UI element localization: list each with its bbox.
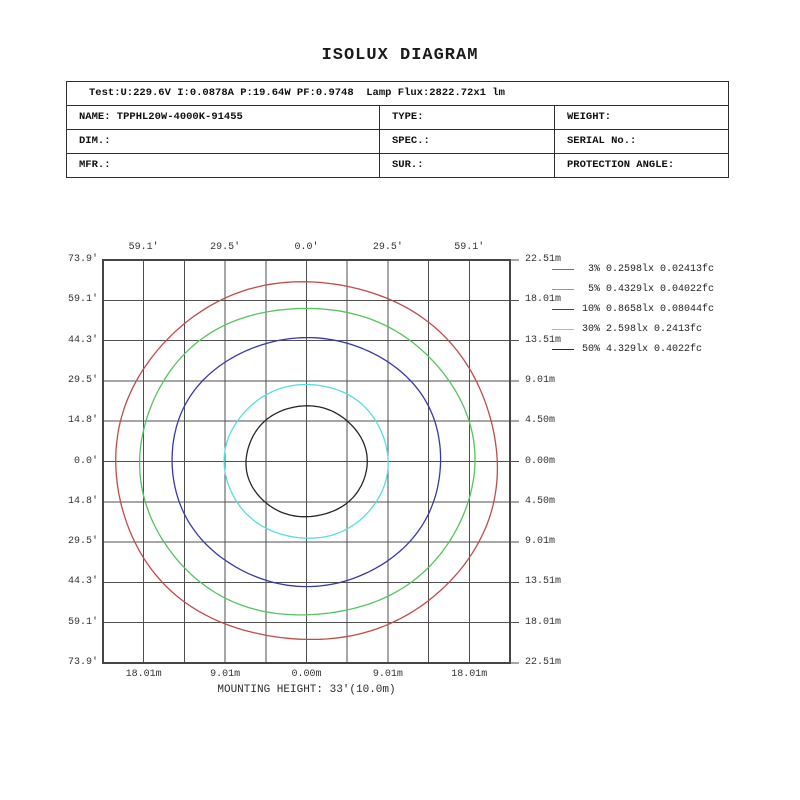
axis-label-bottom: 9.01m [210, 669, 241, 680]
sur-cell: SUR.: [379, 154, 554, 177]
axis-label-left: 73.9' [67, 657, 98, 668]
name-cell: NAME: TPPHL20W-4000K-91455 [79, 111, 243, 123]
protection-angle-cell: PROTECTION ANGLE: [554, 154, 726, 177]
axis-label-right: 4.50m [525, 415, 556, 427]
legend-row [552, 299, 714, 319]
legend-row [552, 259, 714, 279]
axis-label-top: 59.1' [454, 242, 485, 253]
axis-label-right: 18.01m [525, 294, 562, 306]
axis-label-right: 4.50m [525, 495, 556, 507]
axis-label-left: 29.5' [67, 374, 98, 386]
mounting-height-label: MOUNTING HEIGHT: 33'(10.0m) [217, 684, 396, 696]
axis-label-left: 73.9' [67, 254, 98, 265]
legend-line-sample [552, 309, 574, 310]
axis-label-right: 22.51m [525, 254, 562, 265]
axis-label-bottom: 9.01m [372, 669, 403, 680]
axis-label-bottom: 18.01m [125, 669, 162, 680]
legend-line-sample [552, 349, 574, 350]
axis-label-right: 13.51m [525, 334, 562, 346]
legend-row [552, 279, 714, 299]
axis-label-right: 18.01m [525, 616, 562, 628]
axis-label-left: 44.3' [67, 576, 98, 588]
legend-label: 3% 0.2598lx 0.02413fc [582, 263, 715, 275]
axis-label-left: 14.8' [67, 495, 98, 507]
axis-label-top: 0.0' [294, 242, 319, 253]
legend-line-sample [552, 269, 574, 270]
axis-label-left: 44.3' [67, 334, 98, 346]
mfr-cell: MFR.: [79, 159, 111, 171]
legend-row [552, 319, 714, 339]
test-conditions-row: Test:U:229.6V I:0.0878A P:19.64W PF:0.9748 Lamp Flux:2822.72x1 lm [67, 82, 728, 106]
axis-label-right: 9.01m [525, 536, 556, 548]
axis-label-bottom: 18.01m [451, 669, 488, 680]
axis-label-right: 13.51m [525, 576, 562, 588]
legend-line-sample [552, 289, 574, 290]
spec-cell: SPEC.: [379, 130, 554, 153]
axis-label-left: 0.0' [73, 455, 98, 467]
axis-label-right: 22.51m [525, 657, 562, 668]
page-title: ISOLUX DIAGRAM [321, 46, 479, 65]
chart-legend [552, 259, 714, 359]
axis-label-left: 29.5' [67, 536, 98, 548]
axis-label-left: 59.1' [67, 616, 98, 628]
axis-label-top: 29.5' [210, 242, 241, 253]
type-cell: TYPE: [379, 106, 554, 129]
legend-label: 30% 2.598lx 0.2413fc [582, 323, 703, 335]
axis-label-top: 29.5' [372, 242, 403, 253]
legend-line-sample [552, 329, 574, 330]
legend-label: 5% 0.4329lx 0.04022fc [582, 283, 715, 295]
axis-label-right: 0.00m [525, 455, 556, 467]
serial-no-cell: SERIAL No.: [554, 130, 726, 153]
legend-label: 10% 0.8658lx 0.08044fc [582, 303, 715, 315]
axis-label-top: 59.1' [128, 242, 159, 253]
axis-label-left: 14.8' [67, 415, 98, 427]
legend-row [552, 339, 714, 359]
legend-label: 50% 4.329lx 0.4022fc [582, 343, 703, 355]
axis-label-bottom: 0.00m [291, 669, 322, 680]
axis-label-left: 59.1' [67, 294, 98, 306]
weight-cell: WEIGHT: [554, 106, 726, 129]
axis-label-right: 9.01m [525, 374, 556, 386]
dim-cell: DIM.: [79, 135, 111, 147]
